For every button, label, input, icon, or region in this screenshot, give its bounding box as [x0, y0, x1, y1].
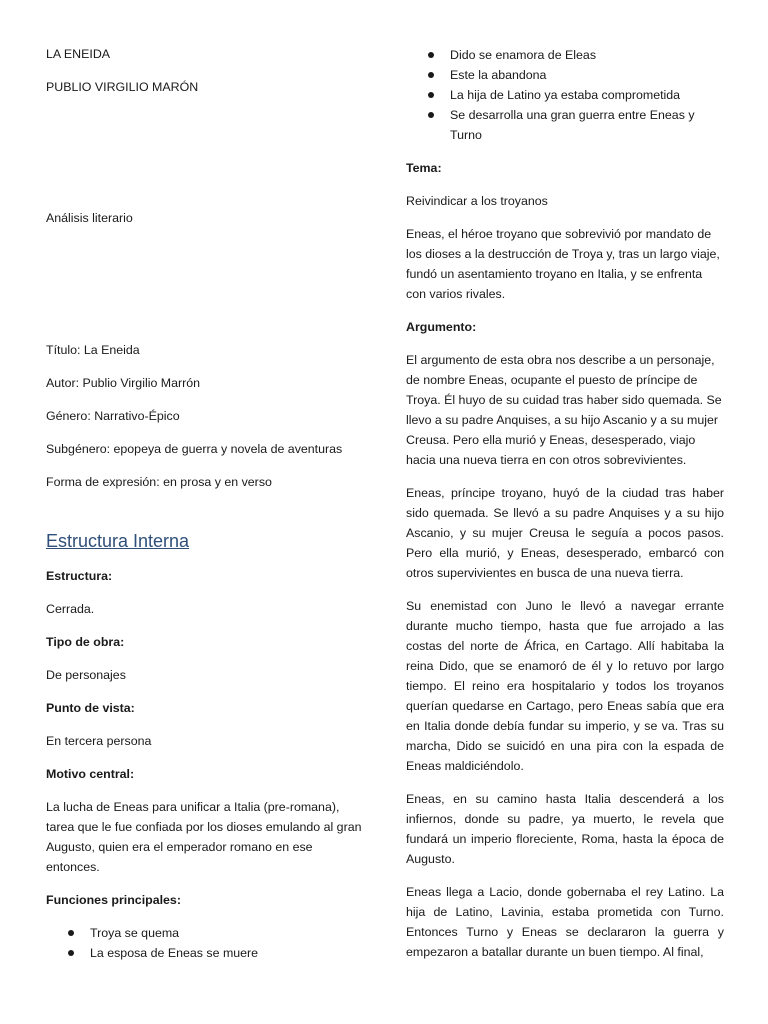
- bullet-icon: [68, 930, 74, 936]
- funciones-label: Funciones principales:: [46, 893, 181, 907]
- right-column: [406, 44, 724, 962]
- funciones-list: [46, 923, 364, 963]
- left-column: [46, 44, 364, 963]
- bullet-icon: [428, 72, 434, 78]
- analysis-heading: Análisis literario: [46, 211, 133, 225]
- section-heading-estructura-interna: Estructura Interna: [46, 531, 190, 551]
- bullet-icon: [428, 92, 434, 98]
- argumento-paragraph-1: El argumento de esta obra nos describe a un personaje, de nombre Eneas, ocupante el puesto de príncipe de Troya. Él huyo de su cuidad tras haber sido quemada. Se llevo a su padre Anquises, a su hijo Ascanio y a su mujer Creusa. Pero ella murió y Eneas, desesperado, viajo hacia una nueva tierra en con otros sobrevivientes.: [406, 353, 722, 467]
- motivo-central-text: La lucha de Eneas para unificar a Italia (pre-romana), tarea que le fue confiada por los dioses emulando al gran Augusto, quien era el emperador romano en ese entonces.: [46, 800, 362, 874]
- genero-line: Género: Narrativo-Épico: [46, 409, 180, 423]
- motivo-central-label: Motivo central:: [46, 767, 135, 781]
- argumento-paragraph-3: Su enemistad con Juno le llevó a navegar errante durante mucho tiempo, hasta que fue arrojado a las costas del norte de África, en Cartago. Allí habitaba la reina Dido, que se enamoró de él y lo retuvo por largo tiempo. El reino era hospitalario y todos los troyanos querían quedarse en Cartago, pero Eneas sabía que era en Italia donde debía fundar su imperio, y se va. Tras su marcha, Dido se suicidó en una pira con la espada de Eneas maldiciéndolo.: [406, 599, 724, 773]
- document-title: LA ENEIDA: [46, 47, 111, 61]
- argumento-paragraph-4: Eneas, en su camino hasta Italia descenderá a los infiernos, donde su padre, ya muerto, le revela que fundará un imperio floreciente, Roma, hasta la época de Augusto.: [406, 792, 724, 866]
- list-item: La hija de Latino ya estaba comprometida: [406, 85, 724, 105]
- list-item: Dido se enamora de Eleas: [406, 45, 724, 65]
- punto-vista-value: En tercera persona: [46, 734, 152, 748]
- autor-line: Autor: Publio Virgilio Marrón: [46, 376, 201, 390]
- bullet-icon: [428, 52, 434, 58]
- list-item: Se desarrolla una gran guerra entre Eneas y Turno: [406, 105, 724, 145]
- estructura-value: Cerrada.: [46, 602, 95, 616]
- list-item: La esposa de Eneas se muere: [46, 943, 364, 963]
- tema-paragraph: Eneas, el héroe troyano que sobrevivió por mandato de los dioses a la destrucción de Troya y, tras un largo viaje, fundó un asentamiento troyano en Italia, y se enfrenta con varios rivales.: [406, 227, 720, 301]
- bullet-icon: [68, 950, 74, 956]
- forma-line: Forma de expresión: en prosa y en verso: [46, 475, 272, 489]
- titulo-line: Título: La Eneida: [46, 343, 140, 357]
- punto-vista-label: Punto de vista:: [46, 701, 135, 715]
- argumento-paragraph-2: Eneas, príncipe troyano, huyó de la ciudad tras haber sido quemada. Se llevó a su padre Anquises y a su hijo Ascanio, y su mujer Creusa le seguía a pocos pasos. Pero ella murió, y Eneas, desesperado, embarcó con otros supervivientes en busca de una nueva tierra.: [406, 486, 724, 580]
- list-item: Este la abandona: [406, 65, 724, 85]
- tipo-obra-label: Tipo de obra:: [46, 635, 125, 649]
- argumento-label: Argumento:: [406, 320, 477, 334]
- tipo-obra-value: De personajes: [46, 668, 126, 682]
- tema-value: Reivindicar a los troyanos: [406, 194, 548, 208]
- list-item: Troya se quema: [46, 923, 364, 943]
- argumento-paragraph-5: Eneas llega a Lacio, donde gobernaba el rey Latino. La hija de Latino, Lavinia, estaba prometida con Turno. Entonces Turno y Eneas se declararon la guerra y empezaron a batallar durante un buen tiempo. Al final,: [406, 885, 724, 959]
- subgenero-line: Subgénero: epopeya de guerra y novela de aventuras: [46, 442, 343, 456]
- bullet-icon: [428, 112, 434, 118]
- estructura-label: Estructura:: [46, 569, 113, 583]
- tema-label: Tema:: [406, 161, 442, 175]
- author-heading: PUBLIO VIRGILIO MARÓN: [46, 80, 199, 94]
- events-list: [406, 45, 724, 145]
